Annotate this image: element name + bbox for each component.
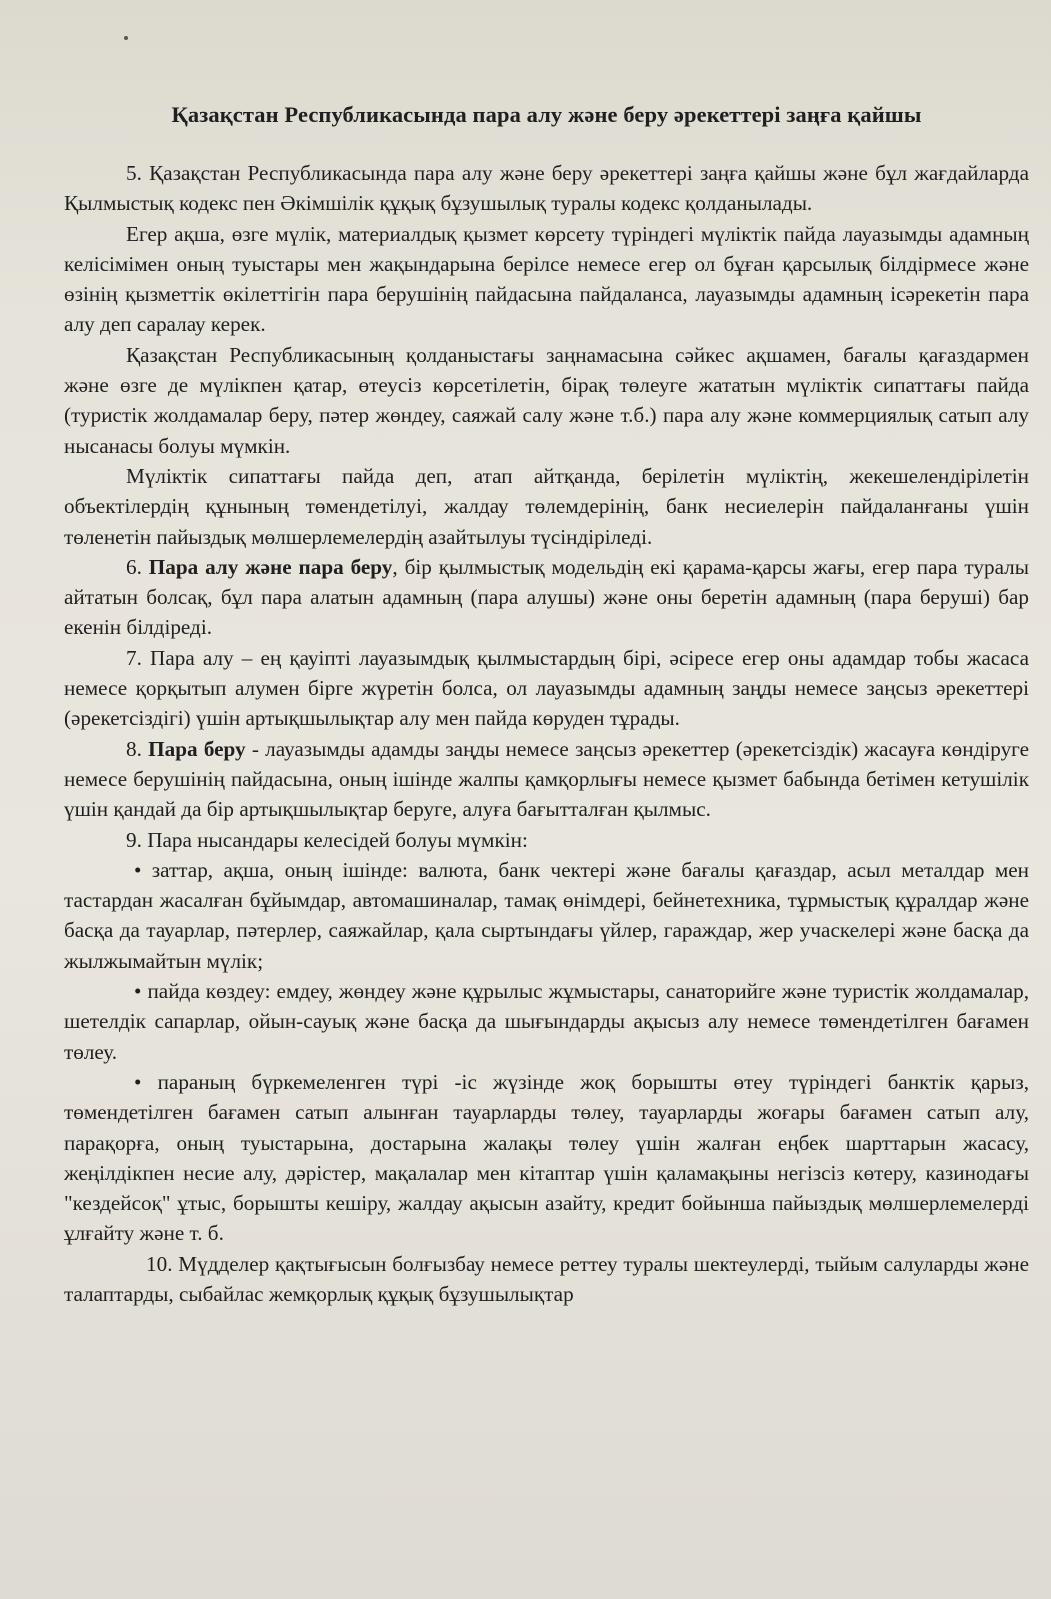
- paragraph-property-benefit: Егер ақша, өзге мүлік, материалдық қызмет көрсету түріндегі мүліктік пайда лауазымды адамның келісімімен оның туыстары мен жақындарына берілсе немесе егер ол бұған қарсылық білдірмесе және өзінің қызметтік өкілеттігін пара берушінің пайдасына пайдаланса, лауазымды адамның ісәрекетін пара алу деп саралау керек.: [64, 221, 1029, 337]
- document-title: Қазақстан Республикасында пара алу және беру әрекеттері заңға қайшы: [171, 102, 922, 127]
- bullet-item-things: • заттар, ақша, оның ішінде: валюта, банк чектері және бағалы қағаздар, асыл металдар мен тастардан жасалған бұйымдар, автомашиналар, тамақ өнімдері, бейнетехника, тұрмыстық құралдар және басқа да тауарлар, пәтерлер, саяжайлар, қала сыртындағы үйлер, гараждар, жер учаскелері және басқа да жылжымайтын мүлік;: [64, 857, 1029, 973]
- paragraph-benefit-definition: Мүліктік сипаттағы пайда деп, атап айтқанда, берілетін мүліктің, жекешелендірілетін объектілердің құнының төмендетілуі, жалдау төлемдерінің, банк несиелерін пайдаланғаны үшін төленетін пайыздық мөлшерлемелердің азайтылуы түсіндіріледі.: [64, 463, 1029, 549]
- paragraph-7: 7. Пара алу – ең қауіпті лауазымдық қылмыстардың бірі, әсіресе егер оны адамдар тобы жасаса немесе қорқытып алумен бірге жүретін болса, ол лауазымды адамның заңды немесе заңсыз әрекеттері (әрекетсіздігі) үшін артықшылықтар алу мен пайда көруден тұрады.: [64, 645, 1029, 731]
- paragraph-8-text: - лауазымды адамды заңды немесе заңсыз әрекеттер (әрекетсіздік) жасауға көндіруге немесе берушінің пайдасына, оның ішінде жалпы қамқорлығы немесе қызмет бабында бетімен кетушілік үшін қандай да бір артықшылықтар беруге, алуға бағытталған қылмыс.: [64, 736, 1029, 822]
- paragraph-6-term: Пара алу және пара беру: [148, 554, 393, 579]
- paragraph-8-term: Пара беру: [148, 736, 246, 761]
- bullet-item-disguised: • параның бүркемеленген түрі -іс жүзінде жоқ борышты өтеу түріндегі банктік қарыз, төмендетілген бағамен сатып алынған тауарларды төлеу, тауарларды жоғары бағамен сатып алу, парақорға, оның туыстарына, достарына жалақы төлеу үшін жалған еңбек шарттарын жасасу, жеңілдікпен несие алу, дәрістер, мақалалар мен кітаптар үшін қаламақыны негізсіз көтеру, казинодағы "кездейсоқ" ұтыс, борышты кешіру, жалдау ақысын азайту, кредит бойынша пайыздық мөлшерлемелерді ұлғайту және т. б.: [64, 1069, 1029, 1246]
- document-body: [64, 158, 1029, 1309]
- paragraph-6: [64, 552, 1029, 643]
- paragraph-9: 9. Пара нысандары келесідей болуы мүмкін:: [126, 827, 528, 852]
- paragraph-5: 5. Қазақстан Республикасында пара алу және беру әрекеттері заңға қайшы және бұл жағдайларда Қылмыстық кодекс пен Әкімшілік құқық бұзушылық туралы кодекс қолданылады.: [64, 161, 1029, 216]
- page-speck: [124, 36, 128, 40]
- paragraph-6-text: , бір қылмыстық модельдің екі қарама-қарсы жағы, егер пара туралы айтатын болсақ, бұл пара алатын адамның (пара алушы) және оны беретін адамның (пара беруші) бар екенін білдіреді.: [64, 554, 1029, 640]
- paragraph-8-number: 8.: [126, 736, 149, 761]
- paragraph-6-number: 6.: [126, 554, 149, 579]
- bullet-item-benefit: • пайда көздеу: емдеу, жөндеу және құрылыс жұмыстары, санаторийге және туристік жолдамалар, шетелдік сапарлар, ойын-сауық және басқа да шығындарды ақысыз алу немесе төмендетілген бағамен төлеу.: [64, 979, 1029, 1064]
- paragraph-10: 10. Мүдделер қақтығысын болғызбау немесе реттеу туралы шектеулерді, тыйым салуларды және талаптарды, сыбайлас жемқорлық құқық бұзушылықтар: [64, 1251, 1029, 1306]
- paragraph-legislation: Қазақстан Республикасының қолданыстағы заңнамасына сәйкес ақшамен, бағалы қағаздармен және өзге де мүлікпен қатар, өтеусіз көрсетілетін, бірақ төлеуге жататын мүліктік сипаттағы пайда (туристік жолдамалар беру, пәтер жөндеу, саяжай салу және т.б.) пара алу және коммерциялық сатып алу нысанасы болуы мүмкін.: [64, 342, 1029, 458]
- paragraph-8: [64, 734, 1029, 825]
